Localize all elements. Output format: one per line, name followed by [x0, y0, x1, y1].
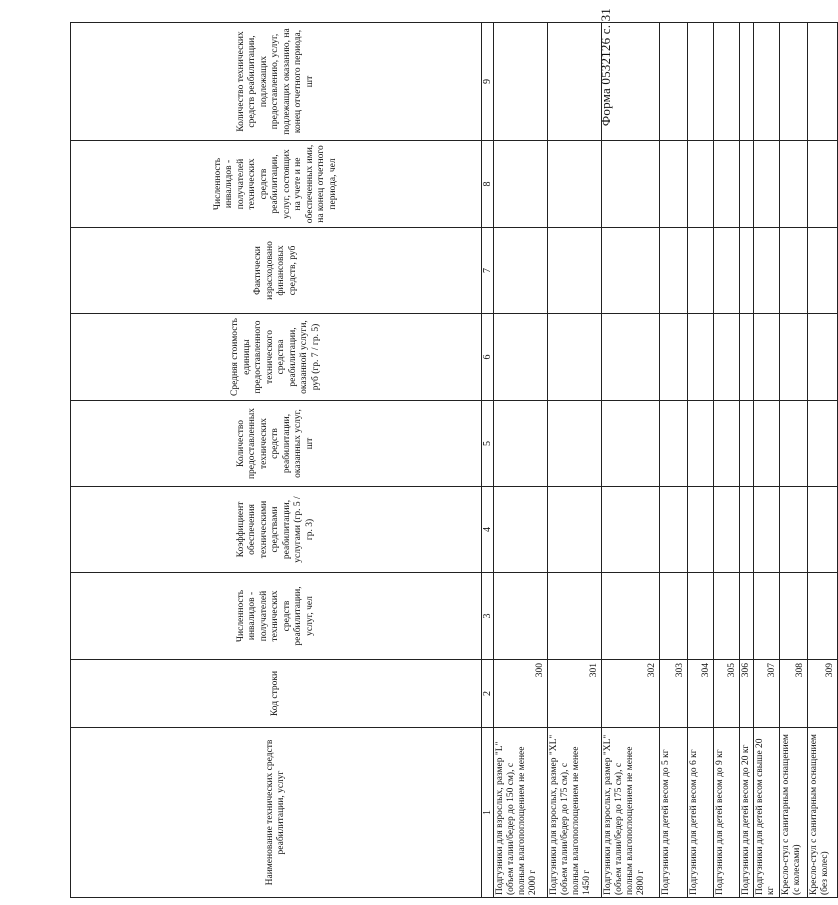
table-row	[688, 23, 714, 898]
data-cell	[780, 573, 808, 660]
row-code: 305	[714, 660, 740, 728]
data-cell	[688, 401, 714, 487]
form-code: Форма 0532126 с. 31	[598, 8, 613, 127]
data-cell	[602, 401, 660, 487]
data-cell	[660, 314, 688, 401]
data-cell	[602, 573, 660, 660]
table-row	[494, 23, 548, 898]
row-code: 302	[602, 660, 660, 728]
col-header-to-provide: Количество технических средств реабилитации, подлежащих предоставлению, услуг, подлежащих оказанию, на конец отчетного периода, шт	[71, 23, 482, 141]
data-cell	[754, 573, 780, 660]
data-cell	[548, 573, 602, 660]
data-cell	[548, 23, 602, 141]
data-cell	[602, 23, 660, 141]
data-cell	[688, 487, 714, 573]
row-code: 307	[754, 660, 780, 728]
data-cell	[740, 141, 754, 228]
data-cell	[754, 141, 780, 228]
row-code: 303	[660, 660, 688, 728]
data-cell	[808, 401, 838, 487]
row-name: Подгузники для взрослых, размер "XL" (объем талии/бедер до 175 см), с полным влагопоглощением не менее 2800 г	[602, 728, 660, 898]
data-cell	[548, 228, 602, 314]
data-cell	[808, 23, 838, 141]
col-header-not-provided: Численность инвалидов - получателей технических средств реабилитации, услуг, состоящих на учете и не обеспеченных ими, на конец отчетного периода, чел	[71, 141, 482, 228]
row-name: Кресло-стул с санитарным оснащением (без колес)	[808, 728, 838, 898]
data-cell	[780, 314, 808, 401]
col-header-recipients: Численность инвалидов - получателей технических средств реабилитации, услуг, чел	[71, 573, 482, 660]
data-cell	[660, 228, 688, 314]
row-code: 304	[688, 660, 714, 728]
data-cell	[688, 228, 714, 314]
data-cell	[780, 401, 808, 487]
data-cell	[660, 401, 688, 487]
data-cell	[688, 141, 714, 228]
table-row	[808, 23, 838, 898]
data-cell	[660, 573, 688, 660]
data-cell	[494, 141, 548, 228]
row-name: Подгузники для взрослых, размер "XL" (объем талии/бедер до 175 см), с полным влагопоглощением не менее 1450 г	[548, 728, 602, 898]
data-cell	[494, 573, 548, 660]
data-cell	[714, 23, 740, 141]
data-cell	[754, 487, 780, 573]
data-cell	[688, 314, 714, 401]
data-cell	[780, 228, 808, 314]
table-row	[780, 23, 808, 898]
report-table	[70, 22, 838, 898]
table-row	[548, 23, 602, 898]
col-header-coefficient: Коэффициент обеспечения техническими средствами реабилитации, услугами (гр. 5 / гр. 3)	[71, 487, 482, 573]
data-cell	[602, 314, 660, 401]
data-cell	[808, 487, 838, 573]
data-cell	[740, 314, 754, 401]
data-cell	[548, 401, 602, 487]
col-number: 6	[482, 314, 494, 401]
data-cell	[714, 228, 740, 314]
table-row	[602, 23, 660, 898]
row-name: Подгузники для детей весом до 9 кг	[714, 728, 740, 898]
row-code: 301	[548, 660, 602, 728]
data-cell	[494, 487, 548, 573]
col-number: 5	[482, 401, 494, 487]
col-number: 7	[482, 228, 494, 314]
row-code: 309	[808, 660, 838, 728]
data-cell	[714, 401, 740, 487]
header-row	[71, 23, 482, 898]
data-cell	[688, 23, 714, 141]
row-name: Подгузники для детей весом до 5 кг	[660, 728, 688, 898]
data-cell	[740, 23, 754, 141]
col-number: 3	[482, 573, 494, 660]
data-cell	[780, 487, 808, 573]
data-cell	[754, 401, 780, 487]
data-cell	[740, 401, 754, 487]
data-cell	[714, 573, 740, 660]
col-header-code: Код строки	[71, 660, 482, 728]
table-row	[740, 23, 754, 898]
data-cell	[548, 314, 602, 401]
data-cell	[754, 23, 780, 141]
col-number: 8	[482, 141, 494, 228]
data-cell	[494, 228, 548, 314]
data-cell	[660, 23, 688, 141]
data-cell	[602, 141, 660, 228]
data-cell	[808, 573, 838, 660]
col-number: 2	[482, 660, 494, 728]
data-cell	[714, 314, 740, 401]
table-row	[660, 23, 688, 898]
data-cell	[808, 314, 838, 401]
row-name: Подгузники для детей весом свыше 20 кг	[754, 728, 780, 898]
col-number: 1	[482, 728, 494, 898]
data-cell	[548, 141, 602, 228]
data-cell	[660, 141, 688, 228]
row-code: 308	[780, 660, 808, 728]
data-cell	[754, 314, 780, 401]
col-header-quantity: Количество предоставленных технических средств реабилитации, оказанных услуг, шт	[71, 401, 482, 487]
data-cell	[494, 23, 548, 141]
row-name: Подгузники для детей весом до 6 кг	[688, 728, 714, 898]
data-cell	[754, 228, 780, 314]
col-number: 4	[482, 487, 494, 573]
col-header-spent: Фактически израсходовано финансовых средств, руб	[71, 228, 482, 314]
column-number-row	[482, 23, 494, 898]
data-cell	[548, 487, 602, 573]
data-cell	[494, 401, 548, 487]
row-name: Кресло-стул с санитарным оснащением (с колесами)	[780, 728, 808, 898]
data-cell	[808, 141, 838, 228]
data-cell	[602, 228, 660, 314]
row-code: 300	[494, 660, 548, 728]
col-header-avg-cost: Средняя стоимость единицы предоставленного технического средства реабилитации, оказанной услуги, руб (гр. 7 / гр. 5)	[71, 314, 482, 401]
col-number: 9	[482, 23, 494, 141]
data-cell	[808, 228, 838, 314]
data-cell	[780, 141, 808, 228]
data-cell	[780, 23, 808, 141]
data-cell	[660, 487, 688, 573]
table-row	[714, 23, 740, 898]
data-cell	[494, 314, 548, 401]
data-cell	[602, 487, 660, 573]
table-row	[754, 23, 780, 898]
data-cell	[740, 573, 754, 660]
data-cell	[740, 228, 754, 314]
col-header-name: Наименование технических средств реабилитации, услуг	[71, 728, 482, 898]
data-cell	[714, 141, 740, 228]
row-name: Подгузники для детей весом до 20 кг	[740, 728, 754, 898]
data-cell	[688, 573, 714, 660]
data-cell	[714, 487, 740, 573]
row-name: Подгузники для взрослых, размер "L" (объем талии/бедер до 150 см), с полным влагопоглощением не менее 2000 г	[494, 728, 548, 898]
data-cell	[740, 487, 754, 573]
row-code: 306	[740, 660, 754, 728]
